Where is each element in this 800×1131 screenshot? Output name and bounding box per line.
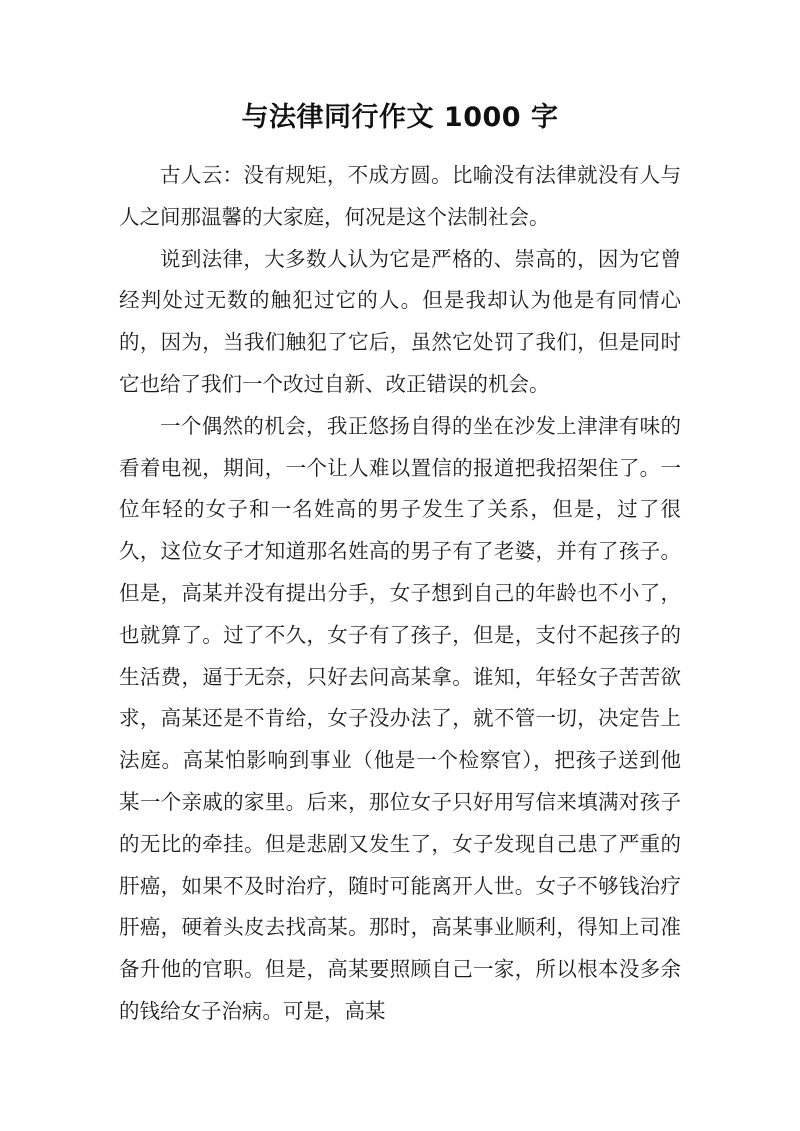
paragraph-3: 一个偶然的机会，我正悠扬自得的坐在沙发上津津有味的看着电视，期间，一个让人难以置信的报道把我招架住了。一位年轻的女子和一名姓高的男子发生了关系，但是，过了很久，这位女子才知道那名姓高的男子有了老婆，并有了孩子。但是，高某并没有提出分手，女子想到自己的年龄也不小了，也就算了。过了不久，女子有了孩子，但是，支付不起孩子的生活费，逼于无奈，只好去问高某拿。谁知，年轻女子苦苦欲求，高某还是不肯给，女子没办法了，就不管一切，决定告上法庭。高某怕影响到事业（他是一个检察官），把孩子送到他某一个亲戚的家里。后来，那位女子只好用写信来填满对孩子的无比的牵挂。但是悲剧又发生了，女子发现自己患了严重的肝癌，如果不及时治疗，随时可能离开人世。女子不够钱治疗肝癌，硬着头皮去找高某。那时，高某事业顺利，得知上司准备升他的官职。但是，高某要照顾自己一家，所以根本没多余的钱给女子治病。可是，高某 — [119, 413, 681, 1023]
document-body — [119, 155, 681, 1033]
document-title: 与法律同行作文 1000 字 — [241, 102, 559, 133]
paragraph-1: 古人云：没有规矩，不成方圆。比喻没有法律就没有人与人之间那温馨的大家庭，何况是这个法制社会。 — [119, 163, 681, 229]
paragraph-2: 说到法律，大多数人认为它是严格的、崇高的，因为它曾经判处过无数的触犯过它的人。但是我却认为他是有同情心的，因为，当我们触犯了它后，虽然它处罚了我们，但是同时它也给了我们一个改过自新、改正错误的机会。 — [119, 246, 681, 396]
